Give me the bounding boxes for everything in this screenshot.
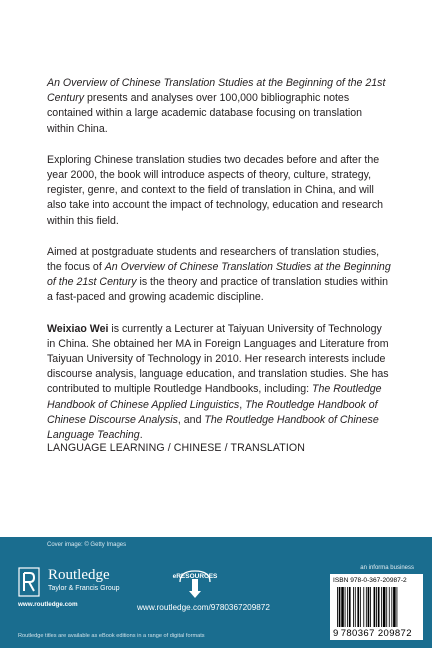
publisher-url[interactable]: www.routledge.com (18, 601, 78, 608)
publisher-brand (48, 567, 120, 592)
publisher-name: Routledge (48, 567, 110, 583)
blurb-paragraph-2: Exploring Chinese translation studies two decades before and after the year 2000, the book will introduce aspects of theory, culture, strategy, register, genre, and context to the field of translation in China, and will also take into account the impact of technology, education and research within this field. (47, 153, 384, 227)
book-title: An Overview of Chinese Translation Studies at the Beginning of the 21st Century (47, 261, 391, 289)
handbook-title: The Routledge Handbook of Chinese Applied Linguistics (47, 383, 382, 411)
barcode-digits: 9 780367 209872 (333, 628, 412, 639)
handbook-title: The Routledge Handbook of Chinese Discourse Analysis (47, 398, 378, 426)
blurb-paragraph-1: An Overview of Chinese Translation Studies at the Beginning of the 21st Century presents and analyses over 100,000 bibliographic notes contained within a large academic database focusing on translation within China. (47, 77, 386, 135)
eresources-icon (170, 565, 220, 599)
isbn-barcode (330, 574, 423, 640)
eresources-label: eRESOURCES (172, 573, 218, 580)
publisher-group: Taylor & Francis Group (48, 585, 120, 592)
barcode-bars (333, 587, 420, 629)
isbn-number: ISBN 978-0-367-20987-2 (333, 577, 407, 584)
cover-credit: Cover image: © Getty Images (47, 542, 127, 548)
subject-category: LANGUAGE LEARNING / CHINESE / TRANSLATION (47, 442, 306, 454)
eresources-url[interactable]: www.routledge.com/9780367209872 (137, 603, 270, 612)
publisher-footer (0, 537, 432, 648)
author-bio: Weixiao Wei is currently a Lecturer at Taiyuan University of Technology in China. She obtained her MA in Foreign Languages and Literature from Taiyuan University of Technology in 2010. Her research interests include discourse analysis, language education, and translation studies. She has contributed to multiple Routledge Handbooks, including: The Routledge Handbook of Chinese Applied Linguistics, The Routledge Handbook of Chinese Discourse Analysis, and The Routledge Handbook of Chinese Language Teaching. (47, 322, 389, 442)
ebook-note: Routledge titles are available as eBook editions in a range of digital formats (18, 633, 205, 639)
informa-tagline: an informa business (360, 565, 414, 571)
back-cover-blurb (47, 76, 392, 459)
blurb-paragraph-3: Aimed at postgraduate students and researchers of translation studies, the focus of An Overview of Chinese Translation Studies at the Beginning of the 21st Century is the theory and practice of translation studies within a fast-paced and growing academic discipline. (47, 245, 391, 304)
author-name: Weixiao Wei (47, 322, 109, 335)
handbook-title: The Routledge Handbook of Chinese Language Teaching (47, 413, 379, 442)
book-title: An Overview of Chinese Translation Studies at the Beginning of the 21st Century (47, 77, 386, 105)
routledge-logo-icon (18, 567, 40, 597)
